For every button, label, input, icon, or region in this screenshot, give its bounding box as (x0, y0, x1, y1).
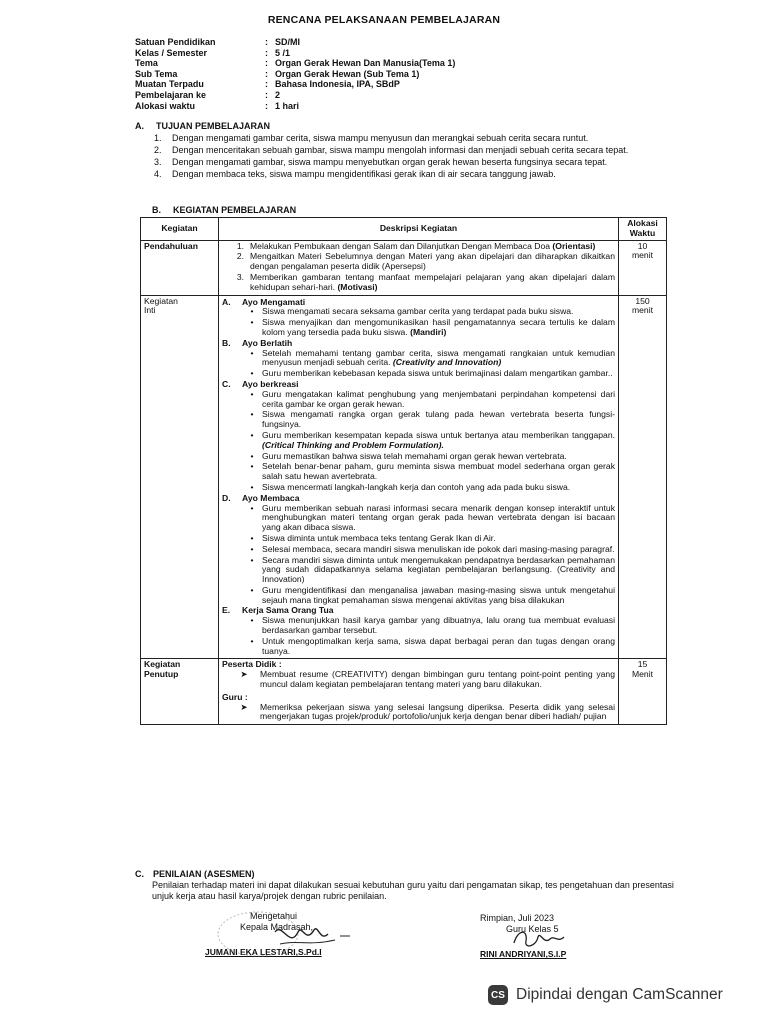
identity-value: 5 /1 (275, 47, 291, 58)
identity-value: 2 (275, 89, 281, 100)
principal-name: JUMANI EKA LESTARI,S.Pd.I (205, 947, 322, 957)
table-row (141, 659, 667, 725)
list-item: 2. Mengaitkan Materi Sebelumnya dengan Materi yang akan dipelajari dan diharapkan dikaitkan dengan pengalaman peserta didik (Apersepsi) (236, 251, 615, 272)
list-item: • Selesai membaca, secara mandiri siswa menuliskan ide pokok dari masing-masing paragraf. (250, 543, 615, 554)
list-item: ➤ Membuat resume (CREATIVITY) dengan bimbingan guru tentang point-point penting yang muncul dalam kegiatan pembelajaran tentang materi yang baru dilakukan. (228, 670, 615, 690)
list-item: • Setelah memahami tentang gambar cerita, siswa mengamati rangkaian untuk kemudian menyusun menjadi sebuah cerita. (Creativity and Innovation) (250, 347, 615, 368)
pendahuluan-time: 10 menit (619, 240, 667, 295)
identity-label: Alokasi waktu (135, 100, 196, 111)
role-guru: Guru : (222, 691, 248, 702)
table-header-row (141, 218, 667, 241)
table-row (141, 240, 667, 295)
identity-row: Satuan Pendidikan : SD/MI (135, 37, 301, 47)
inti-time: 150 menit (619, 295, 667, 659)
list-item: • Secara mandiri siswa diminta untuk mengemukakan pendapatnya berdasarkan pemahaman yang sudah didapatkannya selama kegiatan pembelajaran berlangsung. (Creativity and Innovation) (250, 554, 615, 585)
list-item: • Guru memberikan kebebasan kepada siswa untuk berimajinasi dalam mengartikan gambar.. (250, 368, 613, 379)
identity-label: Muatan Terpadu (135, 79, 204, 90)
watermark-text: Dipindai dengan CamScanner (516, 986, 723, 1003)
list-item: 3. Memberikan gambaran tentang manfaat mempelajari pelajaran yang akan dipelajari dalam kehidupan sehari-hari. (Motivasi) (236, 271, 615, 292)
list-item: 3. Dengan mengamati gambar, siswa mampu menyebutkan organ gerak hewan beserta fungsinya secara tepat. (154, 157, 608, 167)
arrow-bullet-icon: ➤ (240, 701, 248, 712)
list-item: • Setelah benar-benar paham, guru meminta siswa membuat model sederhana organ gerak salah satu hewan avertebrata. (250, 461, 615, 482)
identity-row: Tema : Organ Gerak Hewan Dan Manusia(Tema 1) (135, 58, 456, 69)
section-a-heading: A. TUJUAN PEMBELAJARAN (135, 121, 271, 131)
list-item: 4. Dengan membaca teks, siswa mampu mengidentifikasi gerak ikan di air secara tanggung jawab. (154, 169, 556, 179)
activities-table (140, 217, 667, 725)
header-kegiatan: Kegiatan (141, 218, 219, 241)
section-c (135, 869, 695, 902)
row-label-inti: Kegiatan Inti (141, 295, 219, 659)
document-title: RENCANA PELAKSANAAN PEMBELAJARAN (267, 14, 501, 26)
arrow-bullet-icon: ➤ (240, 669, 248, 680)
header-deskripsi: Deskripsi Kegiatan (219, 218, 619, 241)
section-b-heading: B. KEGIATAN PEMBELAJARAN (152, 205, 297, 215)
section-a (135, 121, 675, 181)
identity-value: Organ Gerak Hewan Dan Manusia(Tema 1) (275, 58, 456, 69)
list-item: 1. Melakukan Pembukaan dengan Salam dan Dilanjutkan Dengan Membaca Doa (Orientasi) (236, 240, 596, 251)
list-item: • Siswa mencermati langkah-langkah kerja dan contoh yang ada pada buku siswa. (250, 481, 571, 492)
identity-value: SD/MI (275, 37, 301, 47)
identity-label: Satuan Pendidikan (135, 37, 216, 47)
inti-description (219, 295, 619, 659)
identity-row: Kelas / Semester : 5 /1 (135, 47, 291, 58)
row-label-pendahuluan: Pendahuluan (141, 240, 219, 295)
identity-row: Muatan Terpadu : Bahasa Indonesia, IPA, SBdP (135, 79, 400, 90)
identity-value: 1 hari (275, 100, 300, 111)
list-item: • Siswa diminta untuk membaca teks tentang Gerak Ikan di Air. (250, 532, 496, 543)
camscanner-logo-icon: CS (488, 985, 508, 1005)
identity-row: Sub Tema : Organ Gerak Hewan (Sub Tema 1) (135, 68, 420, 79)
school-stamp-and-signature (210, 904, 350, 964)
role-peserta-didik: Peserta Didik : (222, 659, 282, 670)
identity-value: Bahasa Indonesia, IPA, SBdP (275, 79, 400, 90)
identity-label: Tema (135, 58, 158, 69)
subheading-kerjasama: E. Kerja Sama Orang Tua (222, 605, 334, 616)
subheading-berlatih: B. Ayo Berlatih (222, 337, 293, 348)
list-item: ➤ Memeriksa pekerjaan siswa yang selesai langsung diperiksa. Peserta didik yang selesai mengerjakan tugas projek/produk/ portofolio/unjuk kerja dengan benar diberi hadiah/ pujian (228, 703, 615, 723)
principal-signature-block: Mengetahui Kepala Madrasah, JUMANI EKA LESTARI,S.Pd.I (205, 911, 365, 958)
list-item: • Guru mengidentifikasi dan menganalisa jawaban masing-masing siswa untuk mengetahui sejauh mana tingkat pemahaman siswa mengenai aktivitas yang bisa dilakukan (250, 584, 615, 605)
identity-label: Kelas / Semester (135, 47, 208, 58)
identity-label: Pembelajaran ke (135, 89, 207, 100)
list-item: • Siswa mengamati rangka organ gerak tulang pada hewan vertebrata beserta fungsi-fungsinya. (250, 409, 615, 430)
list-item: • Guru memastikan bahwa siswa telah memahami organ gerak hewan vertebrata. (250, 450, 567, 461)
header-alokasi: Alokasi Waktu (619, 218, 667, 241)
section-c-heading: C. PENILAIAN (ASESMEN) (135, 869, 255, 879)
teacher-signature (508, 925, 578, 953)
teacher-name: RINI ANDRIYANI,S.I.P (480, 949, 567, 959)
identity-value: Organ Gerak Hewan (Sub Tema 1) (275, 68, 420, 79)
list-item: • Guru memberikan sebuah narasi informasi secara menarik dengan konsep interaktif untuk menghubungkan materi tentang organ gerak pada hewan vertebrata dengan isi bacaan yang akan dibaca siswa. (250, 502, 615, 533)
identity-row: Pembelajaran ke : 2 (135, 89, 281, 100)
camscanner-watermark (488, 985, 723, 1005)
row-label-penutup: Kegiatan Penutup (141, 659, 219, 725)
subheading-mengamati: A. Ayo Mengamati (222, 296, 306, 307)
teacher-signature-block: Rimpian, Juli 2023 Guru Kelas 5 RINI ANDRIYANI,S.I.P (480, 913, 640, 960)
subheading-berkreasi: C. Ayo berkreasi (222, 378, 299, 389)
identity-block (135, 37, 455, 111)
assessment-text: Penilaian terhadap materi ini dapat dilakukan sesuai kebutuhan guru yaitu dari pengamatan sikap, tes pengetahuan dan presentasi unjuk kerja atau hasil karya/projek dengan rubric penilaian. (152, 880, 674, 901)
identity-label: Sub Tema (135, 68, 178, 79)
identity-row: Alokasi waktu : 1 hari (135, 100, 300, 111)
pendahuluan-description (219, 240, 619, 295)
penutup-time: 15 Menit (619, 659, 667, 725)
list-item: • Guru mengatakan kalimat penghubung yang menjembatani perpindahan kompetensi dari cerita gambar ke organ gerak hewan. (250, 388, 615, 409)
objectives-list (154, 133, 675, 180)
list-item: • Siswa menunjukkan hasil karya gambar yang dibuatnya, lalu orang tua membuat evaluasi berdasarkan gambar tersebut. (250, 615, 615, 636)
list-item: • Guru memberikan kesempatan kepada siswa untuk bertanya atau memberikan tanggapan. (Critical Thinking and Problem Formulation). (250, 429, 615, 450)
penutup-description (219, 659, 619, 725)
table-row (141, 295, 667, 659)
list-item: • Siswa mengamati secara seksama gambar cerita yang terdapat pada buku siswa. (250, 306, 574, 317)
list-item: 1. Dengan mengamati gambar cerita, siswa mampu menyusun dan merangkai sebuah cerita secara runtut. (154, 133, 589, 143)
subheading-membaca: D. Ayo Membaca (222, 492, 300, 503)
list-item: 2. Dengan menceritakan sebuah gambar, siswa mampu mengolah informasi dan menjadi sebuah cerita secara tepat. (154, 145, 629, 155)
list-item: • Untuk mengoptimalkan kerja sama, siswa dapat berbagai peran dan tugas dengan orang tuanya. (250, 635, 615, 656)
list-item: • Siswa menyajikan dan mengomunikasikan hasil pengamatannya secara tertulis ke dalam kolom yang tersedia pada buku siswa. (Mandiri) (250, 317, 615, 337)
